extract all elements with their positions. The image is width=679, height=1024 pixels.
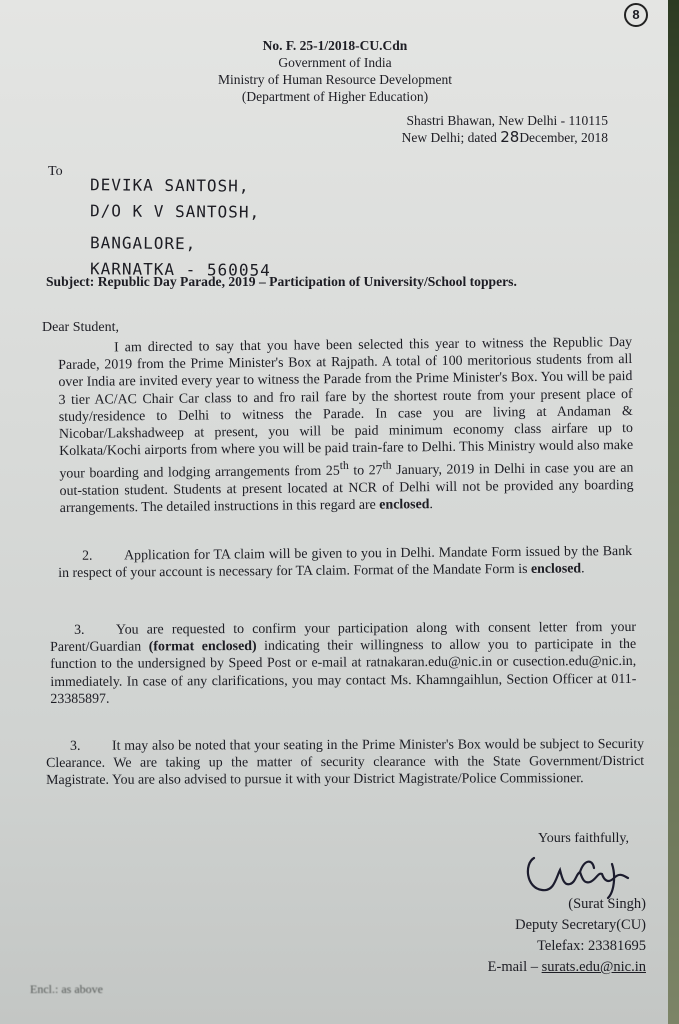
paragraph-3 [50, 619, 636, 708]
signatory-name: (Surat Singh) [568, 896, 646, 912]
email-label: E-mail – [487, 959, 542, 975]
para2-end: . [581, 561, 585, 577]
signatory-email-line [488, 957, 646, 978]
para3-number: 3. [74, 622, 85, 638]
paragraph-1 [58, 334, 634, 518]
handwritten-signature [520, 848, 640, 900]
enclosure-note: Encl.: as above [30, 982, 103, 996]
para3-text-a: You are requested to confirm your participation along with consent letter from your Parent/Guardian [50, 619, 637, 656]
background-edge [668, 0, 679, 1024]
closing: Yours faithfully, [538, 831, 630, 846]
para1-mid: to 27 [348, 463, 383, 480]
para1-end: . [429, 497, 433, 513]
header-department: (Department of Higher Education) [241, 89, 429, 104]
para2-bold: enclosed [530, 561, 582, 578]
letter-header [190, 37, 480, 105]
signatory-block [488, 894, 646, 978]
para2-text: Application for TA claim will be given to you in Delhi. Mandate Form issued by the Bank in respect of your account is necessary for TA claim. Format of the Mandate Form is [58, 543, 633, 582]
date-month-year: December, 2018 [519, 130, 608, 145]
header-ministry: Ministry of Human Resource Development [218, 72, 452, 87]
para1-text: I am directed to say that you have been selected this year to witness the Republic Day Parade, 2019 from the Prime Minister's Box at Rajpath. A total of 100 meritorious students from all over India are invited every year to witness the Parade from the Prime Minister's Box. You will be paid 3 tier AC/AC Chair Car class to and fro rail fare by the shortest route from your present place of study/residence to Delhi to witness the Parade. In case you are living at Andaman & Nicobar/Lakshadweep at present, you will be paid minimum economy class airfare up to Kolkata/Kochi airports from where you will be paid train-fare to Delhi. This Ministry would also make your boarding and lodging arrangements from 25 [58, 334, 634, 483]
para3-bold: (format enclosed) [148, 639, 257, 655]
date-prefix: New Delhi; dated [401, 130, 497, 145]
signatory-designation: Deputy Secretary(CU) [515, 917, 646, 933]
signatory-email[interactable]: surats.edu@nic.in [541, 959, 646, 975]
para4-text: It may also be noted that your seating in the Prime Minister's Box would be subject to Security Clearance. We are taking up the matter of security clearance with the State Government/District Magistrate. You are also advised to pursue it with your District Magistrate/Police Commissioner. [46, 736, 645, 789]
office-address: Shastri Bhawan, New Delhi - 110115 [406, 113, 608, 128]
paragraph-2 [58, 543, 632, 582]
paragraph-4 [46, 736, 644, 790]
para2-number: 2. [82, 548, 93, 564]
header-government: Government of India [278, 55, 392, 70]
para1-bold: enclosed [379, 497, 430, 514]
salutation: Dear Student, [42, 320, 119, 335]
recipient-address [90, 173, 271, 283]
para1-sup1: th [339, 459, 349, 473]
para4-number: 3. [70, 738, 81, 754]
subject-line: Subject: Republic Day Parade, 2019 – Participation of University/School toppers. [46, 274, 517, 289]
date-day: 28 [500, 128, 520, 146]
letter-date [402, 129, 608, 146]
para3-text-b: indicating their willingness to allow you to participate in the function to the undersigned by Speed Post or e-mail at ratnakaran.edu@nic.in or cusection.edu@nic.in, immediately. In case of any clarifications, you may contact Ms. Khamngaihlun, Section Officer at 011-23385897. [50, 637, 637, 707]
recipient-name: DEVIKA SANTOSH, [89, 175, 250, 196]
para1-sup2: th [382, 458, 392, 473]
to-label: To [48, 164, 63, 179]
signatory-telefax: Telefax: 23381695 [537, 938, 646, 954]
page-marker: 8 [624, 3, 648, 27]
recipient-city: BANGALORE, [89, 233, 197, 254]
recipient-relation: D/O K V SANTOSH, [89, 201, 261, 222]
para1-text2: January, 2019 in Delhi in case you are an out-station student. Students at present located at NCR of Delhi will not be provided any boarding arrangements. The detailed instructions in this regard are [59, 461, 634, 517]
file-number: No. F. 25-1/2018-CU.Cdn [262, 38, 408, 53]
place-and-date [402, 112, 608, 146]
recipient-state: KARNATKA - 560054 [89, 259, 271, 280]
